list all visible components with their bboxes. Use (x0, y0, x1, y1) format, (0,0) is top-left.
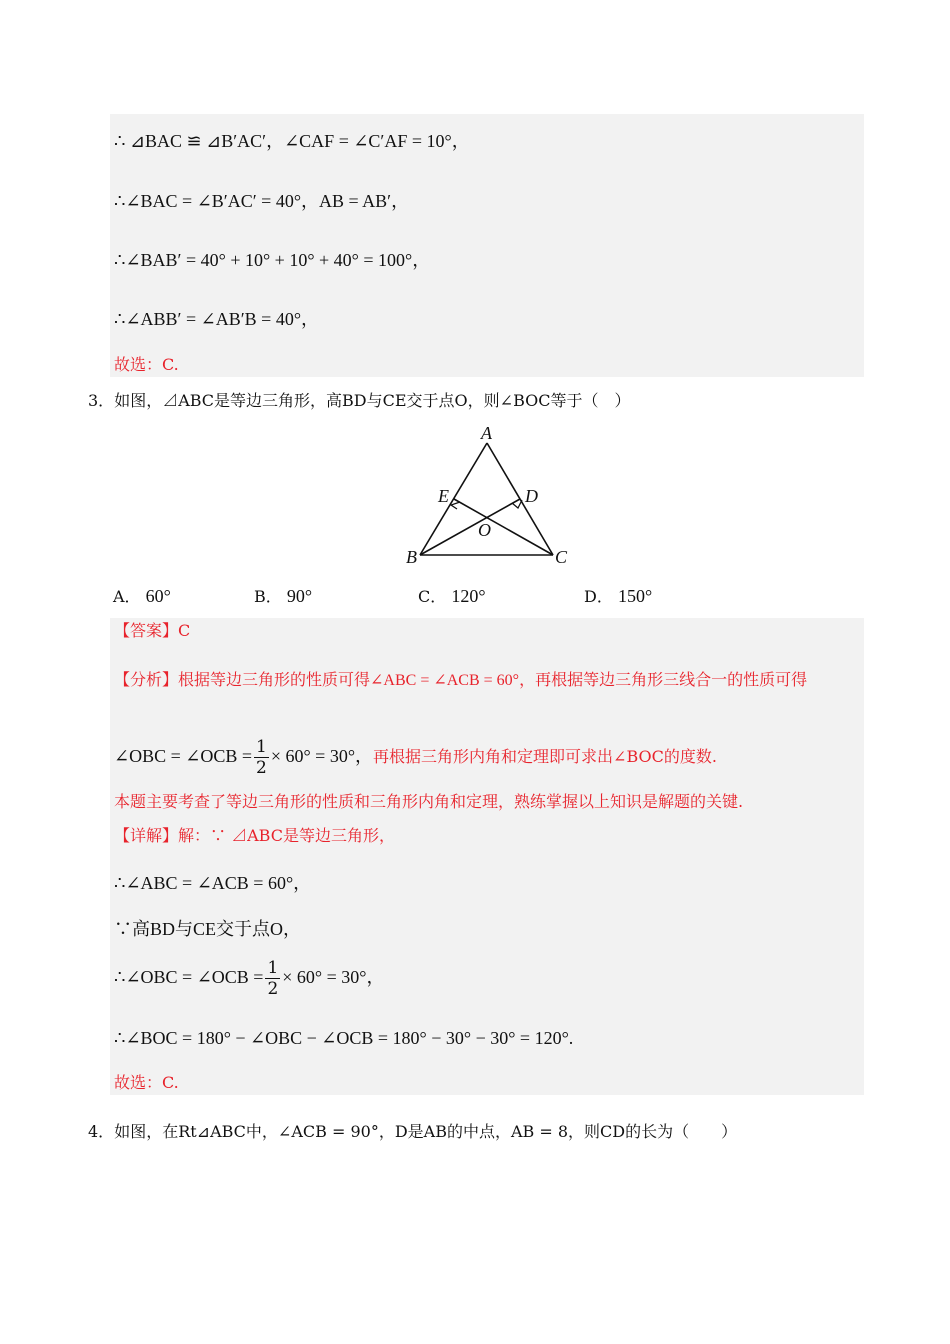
option-a[interactable] (113, 585, 171, 608)
analysis-line-1 (114, 669, 807, 692)
analysis-eq-pre: ∠OBC = ∠OCB = (114, 746, 252, 766)
analysis-tail: 再根据三角形内角和定理即可求出∠BOC的度数. (373, 747, 717, 766)
option-letter: A． (113, 587, 141, 606)
option-value: 120° (451, 586, 486, 606)
question-3 (88, 390, 631, 412)
option-d[interactable] (584, 585, 652, 608)
fraction-numerator: 1 (256, 737, 267, 757)
fraction-half (254, 737, 269, 778)
previous-solution-box (110, 114, 864, 377)
detail-line-4 (114, 955, 384, 999)
detail-choice: 故选：C. (114, 1073, 179, 1092)
label-e: E (438, 486, 449, 506)
analysis-eq-post: × 60° = 30°， (270, 746, 374, 766)
triangle-figure (400, 422, 590, 572)
question-number: 3． (88, 391, 115, 410)
option-letter: D． (584, 587, 613, 606)
option-letter: C． (418, 587, 447, 606)
label-b: B (406, 547, 417, 567)
label-a: A (481, 423, 492, 443)
option-value: 90° (286, 586, 313, 606)
option-b[interactable] (254, 585, 312, 608)
label-o: O (478, 520, 491, 540)
analysis-text-1: 根据等边三角形的性质可得∠ABC = ∠ACB = 60°，再根据等边三角形三线合一的性质可得 (178, 672, 808, 689)
prev-solution-line-4: ∴∠ABB′ = ∠AB′B = 40°， (114, 309, 320, 329)
answer-line: 【答案】C (114, 621, 191, 640)
analysis-line-3: 本题主要考查了等边三角形的性质和三角形内角和定理，熟练掌握以上知识是解题的关键. (114, 792, 744, 811)
prev-solution-line-2: ∴∠BAC = ∠B′AC′ = 40°，AB = AB′， (114, 191, 410, 211)
label-d: D (525, 486, 538, 506)
option-value: 60° (145, 586, 171, 606)
question-number: 4． (88, 1122, 115, 1141)
prev-solution-choice: 故选：C. (114, 355, 179, 374)
detail-eq-pre: ∴∠OBC = ∠OCB = (114, 967, 264, 987)
question-text: 如图，⊿ABC是等边三角形，高BD与CE交于点O，则∠BOC等于（ ） (114, 391, 631, 410)
option-c[interactable] (418, 585, 486, 608)
detail-line-3: ∵高BD与CE交于点O， (114, 919, 302, 939)
detail-line-5: ∴∠BOC = 180° − ∠OBC − ∠OCB = 180° − 30° − 30° = 120°. (114, 1028, 574, 1048)
question-text: 如图，在Rt⊿ABC中，∠ACB = 90°，D是AB的中点，AB = 8，则CD的长为（ ） (114, 1122, 738, 1141)
detail-line-1 (114, 825, 395, 847)
detail-eq-post: × 60° = 30°， (282, 967, 385, 987)
fraction-denominator: 2 (256, 758, 267, 778)
fraction-numerator: 1 (267, 958, 279, 978)
question-4 (88, 1121, 737, 1143)
label-c: C (555, 547, 568, 567)
detail-head: 【详解】 (114, 826, 179, 845)
option-value: 150° (617, 586, 653, 606)
fraction-denominator: 2 (267, 979, 279, 999)
option-letter: B． (254, 587, 282, 606)
fraction-half (265, 958, 280, 999)
side-ab (420, 443, 487, 555)
analysis-line-2 (114, 734, 717, 778)
detail-text-1: 解：∵ ⊿ABC是等边三角形， (178, 826, 395, 845)
prev-solution-line-3: ∴∠BAB′ = 40° + 10° + 10° + 40° = 100°， (114, 250, 431, 270)
analysis-head: 【分析】 (114, 670, 179, 689)
prev-solution-line-1: ∴ ⊿BAC ≌ ⊿B′AC′，∠CAF = ∠C′AF = 10°， (114, 131, 470, 151)
detail-line-2: ∴∠ABC = ∠ACB = 60°， (114, 873, 312, 893)
